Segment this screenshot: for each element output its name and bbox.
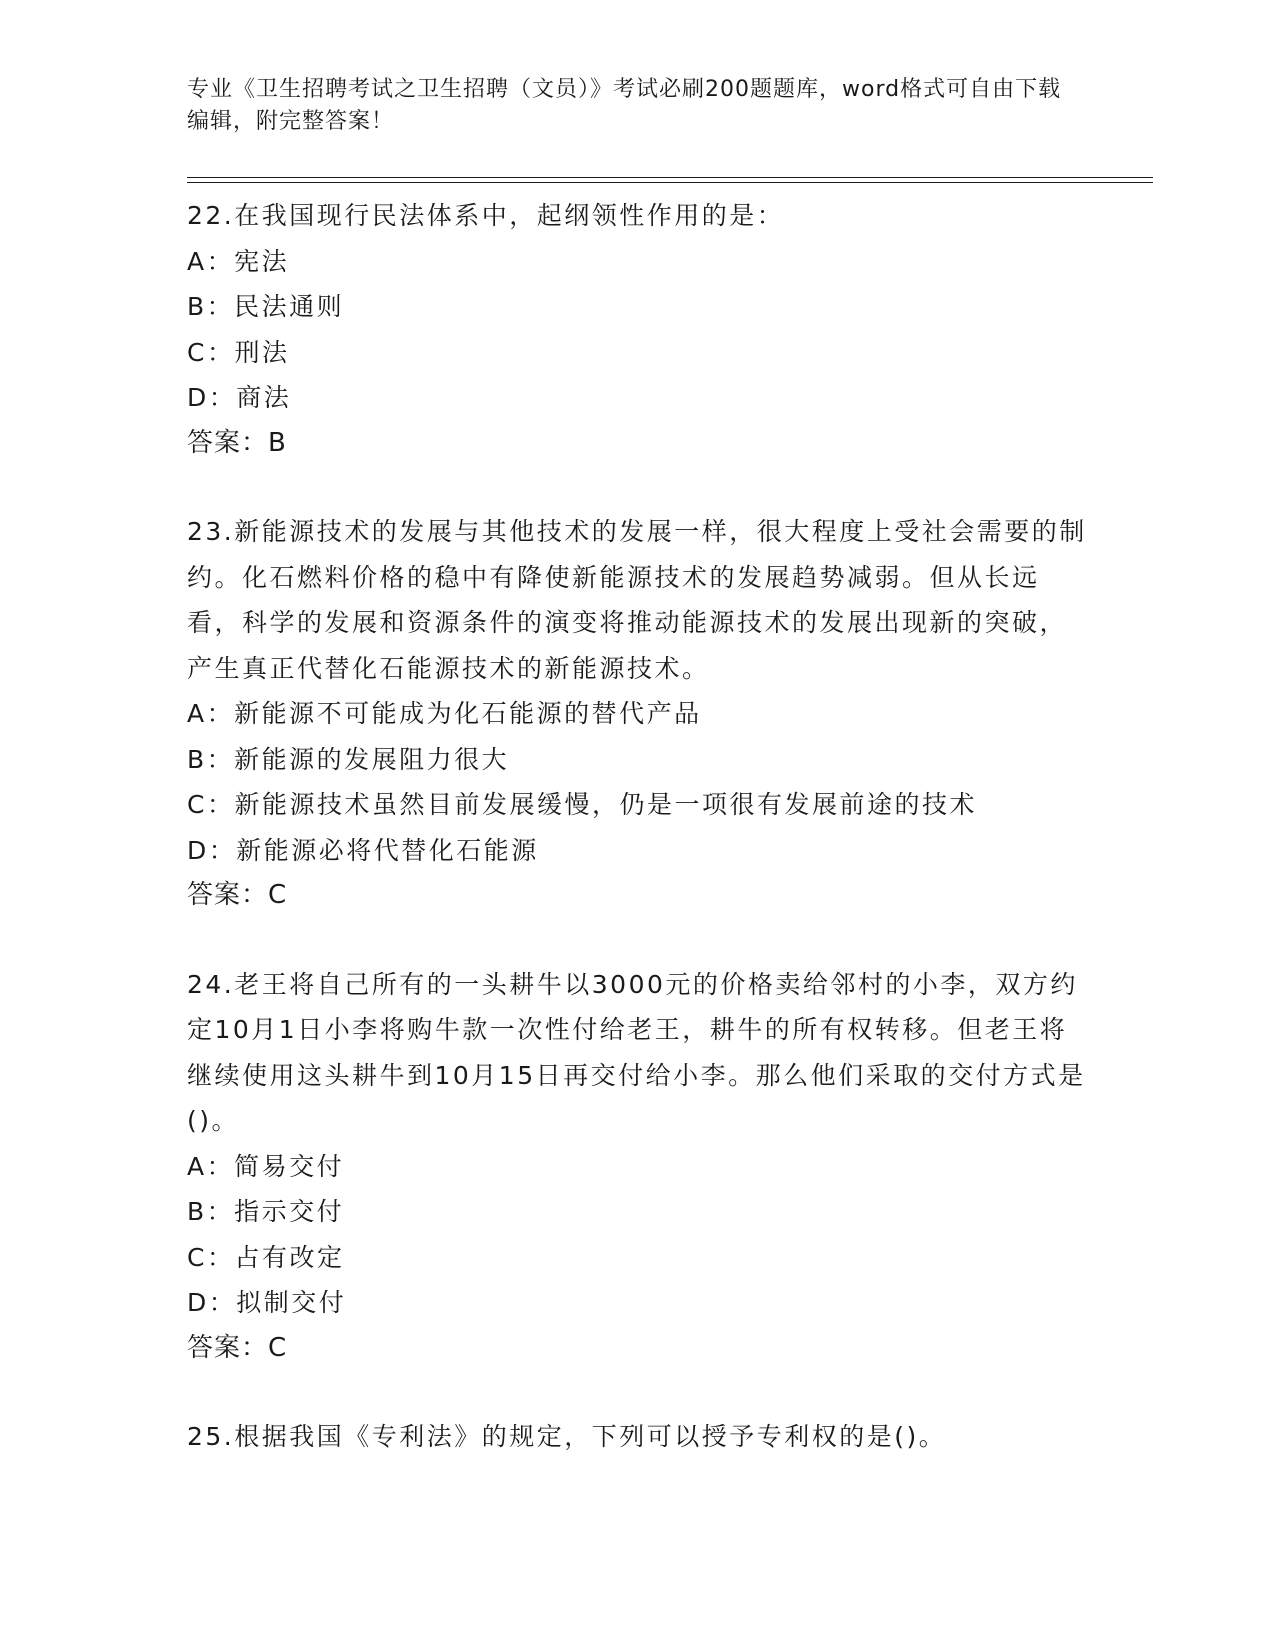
answer: 答案：C — [187, 1332, 288, 1363]
question-stem: 22.在我国现行民法体系中，起纲领性作用的是： — [187, 201, 785, 230]
option-b: B：民法通则 — [187, 292, 345, 321]
option-d: D：新能源必将代替化石能源 — [187, 835, 539, 865]
question-24 — [187, 962, 1087, 1372]
header-rule-top — [187, 177, 1153, 178]
answer: 答案：B — [187, 427, 287, 458]
question-stem: 25.根据我国《专利法》的规定，下列可以授予专利权的是()。 — [187, 1422, 947, 1451]
document-header: 专业《卫生招聘考试之卫生招聘（文员）》考试必刷200题题库，word格式可自由下载编辑，附完整答案！ — [187, 77, 1062, 134]
option-a: A：宪法 — [187, 246, 290, 276]
option-b: B：指示交付 — [187, 1197, 345, 1226]
question-stem: 24.老王将自己所有的一头耕牛以3000元的价格卖给邻村的小李，双方约定10月1日小李将购牛款一次性付给老王，耕牛的所有权转移。但老王将继续使用这头耕牛到10月15日再交付给小李。那么他们采取的交付方式是()。 — [187, 969, 1086, 1135]
option-a: A：简易交付 — [187, 1151, 345, 1181]
option-d: D：拟制交付 — [187, 1288, 347, 1317]
answer: 答案：C — [187, 880, 288, 910]
option-d: D：商法 — [187, 383, 292, 412]
option-c: C：新能源技术虽然目前发展缓慢，仍是一项很有发展前途的技术 — [187, 790, 977, 819]
question-stem: 23.新能源技术的发展与其他技术的发展一样，很大程度上受社会需要的制约。化石燃料价格的稳中有降使新能源技术的发展趋势减弱。但从长远看，科学的发展和资源条件的演变将推动能源技术的发展出现新的突破，产生真正代替化石能源技术的新能源技术。 — [187, 517, 1087, 683]
option-b: B：新能源的发展阻力很大 — [187, 744, 510, 774]
option-c: C：占有改定 — [187, 1242, 345, 1272]
header-rule-bottom — [187, 182, 1153, 183]
option-a: A：新能源不可能成为化石能源的替代产品 — [187, 699, 702, 728]
question-list — [187, 193, 1087, 1503]
option-c: C：刑法 — [187, 337, 290, 367]
question-22 — [187, 193, 1087, 466]
question-23 — [187, 509, 1087, 919]
question-25 — [187, 1414, 1087, 1460]
